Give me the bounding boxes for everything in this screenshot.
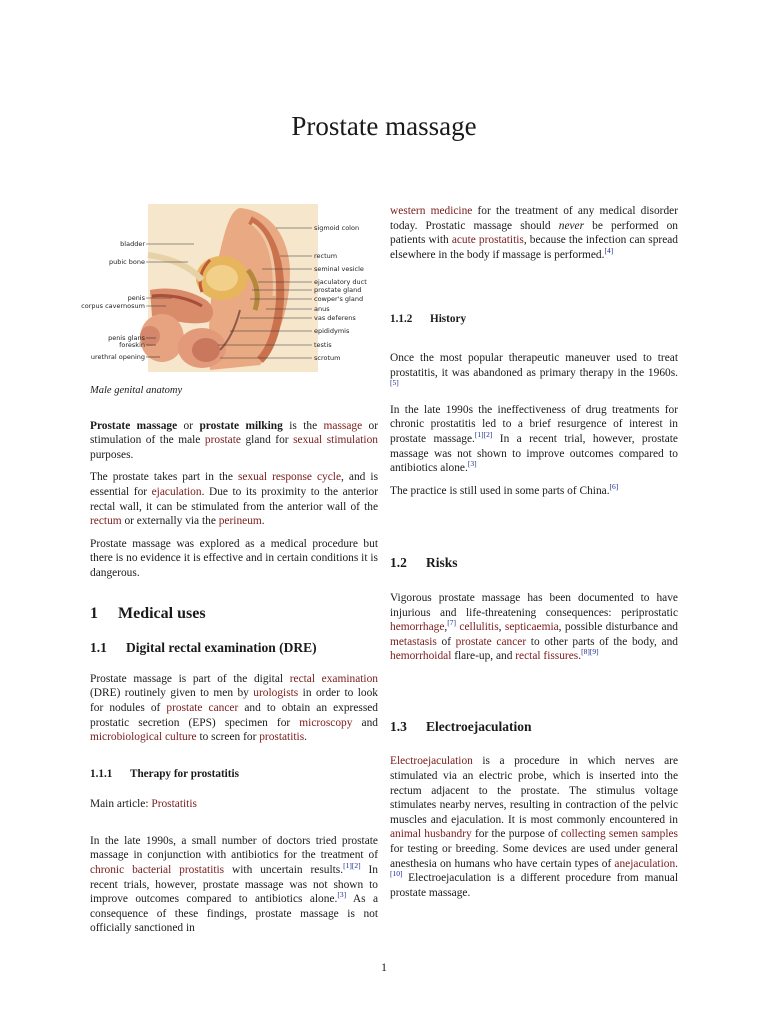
text: gland for: [240, 434, 294, 447]
electro-paragraph: [390, 754, 678, 900]
section-heading-medical-uses: [90, 604, 378, 622]
text: to screen for: [196, 731, 260, 744]
text: In the late 1990s, a small number of doctors tried prostate massage in conjunction with antibiotics for the treatment of: [90, 834, 378, 862]
text: The practice is still used in some parts of China.: [390, 484, 610, 497]
text: . Due to its proximity to the anterior rectal wall, it can be stimulated from the anterior wall of the: [90, 485, 378, 513]
section-heading-history: [390, 312, 678, 327]
history-paragraph-1: [390, 351, 678, 395]
section-number: 1.1: [90, 640, 107, 656]
label-pubic-bone: pubic bone: [108, 258, 145, 266]
text: .: [578, 650, 582, 663]
ref-1[interactable]: [1]: [474, 430, 484, 440]
label-penis: penis: [127, 294, 145, 302]
link-rectal-examination[interactable]: rectal examination: [289, 672, 378, 685]
section-title: Therapy for prostatitis: [130, 767, 239, 780]
ref-6[interactable]: [6]: [609, 481, 619, 491]
link-hemorrhoidal[interactable]: hemorrhoidal: [390, 650, 452, 663]
label-vas: vas deferens: [314, 314, 356, 322]
text: of: [436, 635, 456, 648]
link-sexual-stimulation[interactable]: sexual stimulation: [293, 434, 378, 447]
text: (DRE) routinely given to men by: [90, 687, 254, 700]
label-anus: anus: [314, 305, 330, 313]
ref-2[interactable]: [2]: [483, 430, 493, 440]
anatomy-figure: [81, 200, 378, 376]
text: and: [352, 716, 378, 729]
link-prostate[interactable]: prostate: [204, 434, 241, 447]
link-chronic-bacterial-prostatitis[interactable]: chronic bacterial prostatitis: [90, 864, 225, 877]
section-number: 1.1.2: [390, 313, 413, 326]
text: In the late 1990s the ineffectiveness of drug treatments for chronic prostatitis led to a brief resurgence of interest in prostate massage.: [390, 403, 678, 445]
emphasis-never: never: [558, 219, 585, 232]
text: , and is essential for: [90, 471, 378, 498]
section-title: Medical uses: [118, 604, 206, 622]
link-microscopy[interactable]: microscopy: [299, 716, 353, 729]
label-glans: penis glans: [108, 334, 145, 342]
section-number: 1.1.1: [90, 767, 113, 780]
left-column: [81, 200, 379, 944]
link-massage[interactable]: massage: [323, 419, 363, 432]
history-paragraph-3: [390, 481, 678, 499]
text: Vigorous prostate massage has been documented to have injurious and life-threatening consequences: periprostatic: [390, 591, 678, 619]
text: .: [304, 731, 308, 744]
ref-8[interactable]: [8]: [581, 647, 590, 657]
text: ,: [444, 621, 448, 634]
label-cowpers: cowper's gland: [314, 295, 364, 303]
text: or: [177, 419, 200, 432]
text: Prostate massage is part of the digital: [90, 672, 290, 685]
label-rectum: rectum: [314, 252, 338, 260]
figure-caption: Male genital anatomy: [90, 385, 183, 396]
label-prostate-gland: prostate gland: [314, 286, 362, 294]
section-number: 1.3: [390, 718, 407, 734]
link-hemorrhage[interactable]: hemorrhage: [390, 621, 445, 634]
text: In a recent trial, however, prostate massage was not shown to improve outcomes compared to antibiotics alone.: [390, 432, 678, 475]
section-heading-therapy: [90, 767, 378, 782]
section-number: 1: [90, 604, 98, 622]
label-sigmoid: sigmoid colon: [314, 224, 360, 232]
label-scrotum: scrotum: [314, 354, 341, 362]
label-urethral: urethral opening: [90, 353, 145, 361]
therapy-paragraph-continued: [390, 204, 678, 262]
text: for testing or breeding. Some devices are used under general anesthesia on humans who have certain types of: [390, 843, 678, 870]
text: or externally via the: [121, 515, 219, 528]
text: and to obtain an expressed prostatic secretion (EPS) specimen for: [90, 701, 379, 729]
text: The prostate takes part in the: [90, 471, 238, 484]
page-number: 1: [381, 960, 387, 974]
link-electroejaculation[interactable]: Electroejaculation: [390, 755, 473, 768]
link-animal-husbandry[interactable]: animal husbandry: [390, 828, 472, 841]
link-rectal-fissures[interactable]: rectal fissures: [515, 650, 579, 663]
label-seminal: seminal vesicle: [314, 265, 364, 273]
text: Electroejaculation is a different procedure from manual prostate massage.: [390, 872, 678, 899]
risks-paragraph: [390, 591, 678, 664]
ref-3[interactable]: [3]: [467, 459, 477, 469]
text: .: [261, 515, 265, 528]
text: for the treatment of any medical disorder today. Prostatic massage should: [390, 205, 678, 232]
label-epididymis: epididymis: [314, 327, 350, 335]
main-article-label: Main article:: [90, 798, 152, 811]
link-metastasis[interactable]: metastasis: [390, 635, 437, 648]
ref-10[interactable]: [10]: [390, 869, 403, 879]
link-western-medicine[interactable]: western medicine: [390, 205, 473, 217]
link-prostatitis[interactable]: prostatitis: [259, 731, 305, 744]
section-title: Digital rectal examination (DRE): [126, 640, 317, 656]
link-cellulitis[interactable]: cellulitis: [459, 621, 499, 634]
text: be performed on patients with: [390, 219, 678, 247]
link-microbiological-culture[interactable]: microbiological culture: [90, 731, 197, 744]
text: in order to look for nodules of: [90, 687, 378, 714]
male-anatomy-illustration: [81, 200, 378, 376]
link-collecting-semen-samples[interactable]: collecting semen samples: [560, 828, 678, 841]
label-ejaculatory: ejaculatory duct: [314, 278, 367, 286]
text: , possible disturbance and: [558, 621, 678, 634]
link-perineum[interactable]: perineum: [218, 515, 262, 528]
ref-5[interactable]: [5]: [390, 378, 399, 388]
section-title: Risks: [426, 555, 458, 571]
section-title: History: [430, 313, 467, 326]
section-title: Electroejaculation: [426, 718, 532, 734]
text: Once the most popular therapeutic maneuver used to treat prostatitis, it was abandoned as primary therapy in the 1960s.: [390, 351, 678, 379]
label-foreskin: foreskin: [119, 341, 145, 349]
ref-2[interactable]: [2]: [351, 861, 361, 871]
text: In recent trials, however, prostate massage was not shown to improve outcomes compared to antibiotics alone.: [90, 864, 378, 906]
intro-paragraph-1: [90, 419, 378, 463]
page-title: Prostate massage: [291, 111, 477, 141]
link-septicaemia[interactable]: septicaemia: [504, 621, 559, 634]
label-corpus: corpus cavernosum: [81, 302, 145, 310]
text: , because the infection can spread elsewhere in the body if massage is performed.: [390, 234, 678, 261]
text: flare-up, and: [451, 650, 516, 663]
history-paragraph-2: [390, 403, 678, 476]
link-prostate-cancer[interactable]: prostate cancer: [455, 635, 527, 648]
intro-paragraph-2: [90, 470, 378, 528]
link-acute-prostatitis[interactable]: acute prostatitis: [451, 234, 524, 247]
label-testis: testis: [314, 341, 332, 349]
text: .: [675, 857, 678, 870]
right-column: [390, 204, 678, 908]
ref-3[interactable]: [3]: [337, 890, 347, 900]
term-prostate-massage: Prostate massage: [90, 419, 178, 432]
text: is the: [282, 419, 324, 432]
main-article-note: [90, 797, 378, 812]
link-prostate-cancer[interactable]: prostate cancer: [166, 701, 239, 714]
text: or stimulation of the male: [90, 419, 379, 447]
section-heading-dre: [90, 641, 378, 656]
ref-9[interactable]: [9]: [589, 647, 599, 657]
text: to other parts of the body, and: [526, 635, 678, 648]
ref-7[interactable]: [7]: [447, 618, 457, 628]
text: ,: [498, 621, 505, 634]
link-sexual-response-cycle[interactable]: sexual response cycle: [237, 471, 342, 484]
ref-4[interactable]: [4]: [604, 245, 614, 255]
text: As a consequence of these findings, prostate massage is not officially sanctioned in: [90, 893, 378, 935]
text: with uncertain results.: [224, 864, 344, 877]
intro-paragraph-3: Prostate massage was explored as a medical procedure but there is no evidence it is effective and in certain conditions it is dangerous.: [90, 537, 378, 579]
dre-paragraph: [90, 672, 378, 745]
section-number: 1.2: [390, 555, 407, 571]
text: purposes.: [90, 448, 134, 461]
term-prostate-milking: prostate milking: [199, 419, 283, 432]
therapy-paragraph: [90, 834, 378, 936]
text: is a procedure in which nerves are stimulated via an electric probe, which is inserted into the rectum adjacent to the prostate. The stimulus voltage stimulates nearby nerves, resulting in contraction of the pelvic muscles and ejaculation. It is most commonly encountered in: [390, 755, 678, 826]
link-rectum[interactable]: rectum: [90, 515, 122, 528]
section-heading-electroejaculation: [390, 720, 678, 735]
text: for the purpose of: [471, 828, 561, 841]
label-bladder: bladder: [120, 240, 145, 248]
link-ejaculation[interactable]: ejaculation: [151, 485, 202, 498]
link-main-article-prostatitis[interactable]: Prostatitis: [151, 798, 197, 811]
ref-1[interactable]: [1]: [343, 861, 352, 871]
section-heading-risks: [390, 556, 678, 571]
link-urologists[interactable]: urologists: [253, 687, 299, 700]
link-anejaculation[interactable]: anejaculation: [614, 857, 676, 870]
